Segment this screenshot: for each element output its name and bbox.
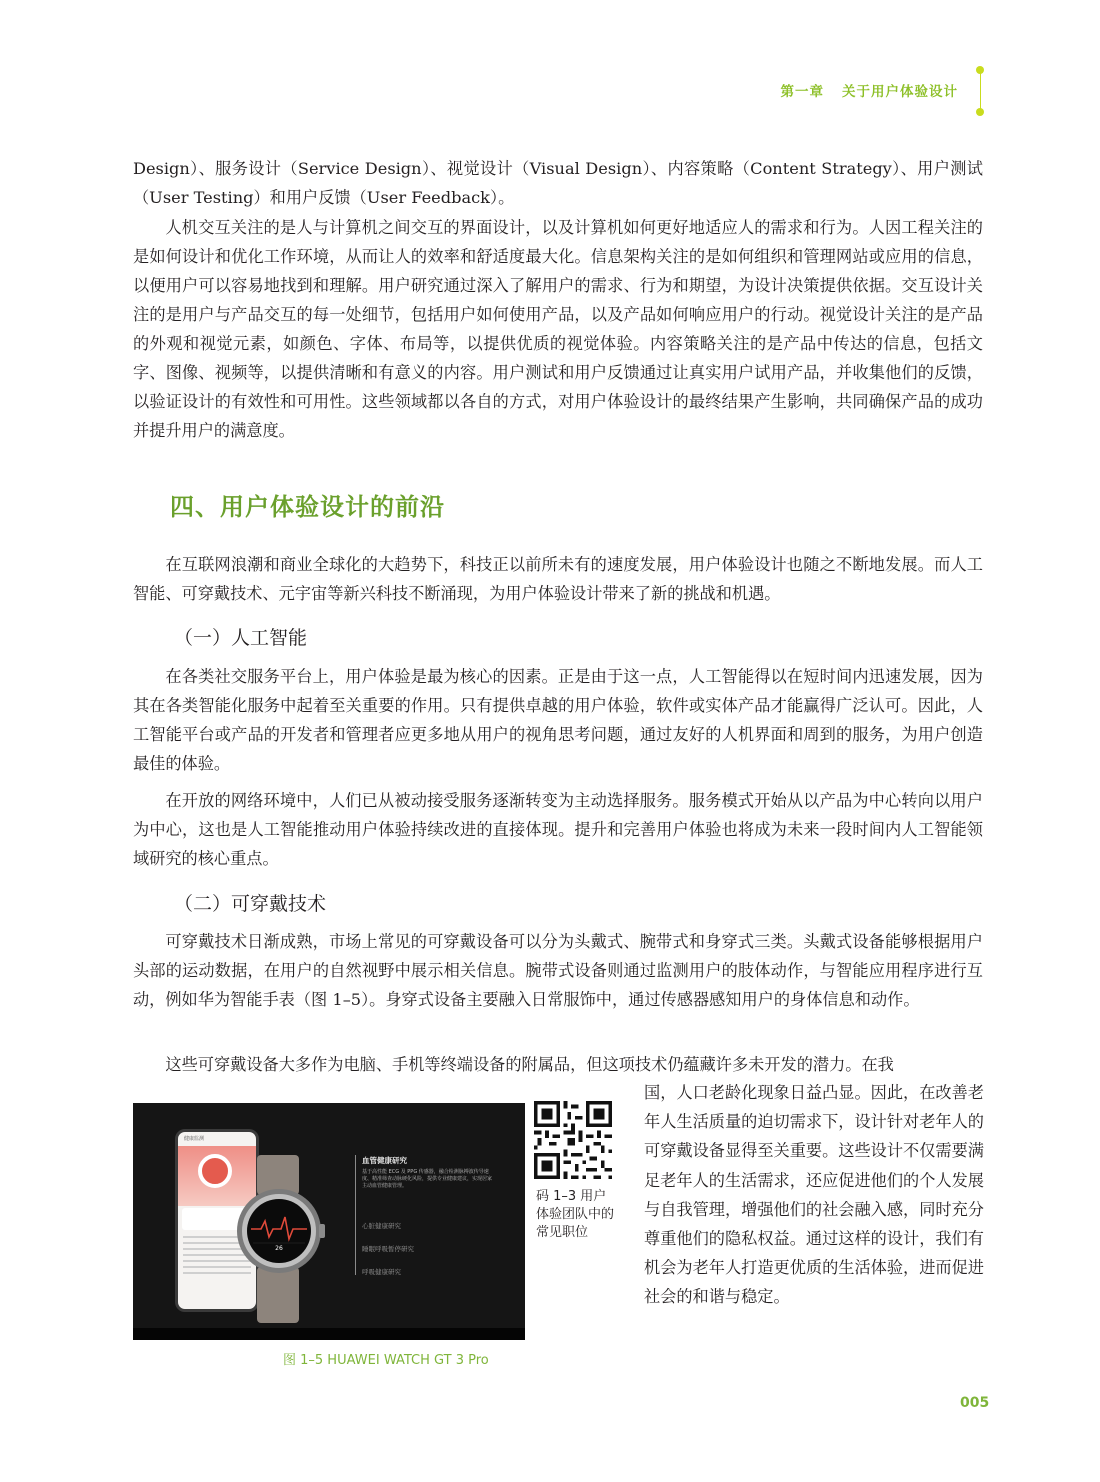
panel-item: 呼吸健康研究	[362, 1268, 401, 1276]
figure-watch-image	[133, 1103, 525, 1340]
watch-value: 26	[275, 1245, 283, 1252]
panel-item: 心脏健康研究	[362, 1222, 401, 1230]
section-heading: 四、用户体验设计的前沿	[170, 493, 445, 521]
paragraph-wearable-side: 国，人口老龄化现象日益凸显。因此，在改善老年人生活质量的迫切需求下，设计针对老年人的可穿戴设备显得至关重要。这些设计不仅需要满足老年人的生活需求，还应促进他们的个人发展与自我管理，增强他们的社会融入感，同时充分尊重他们的隐私权益。通过这样的设计，我们有机会为老年人打造更优质的生活体验，进而促进社会的和谐与稳定。	[644, 1083, 984, 1307]
paragraph-ai-2: 在开放的网络环境中，人们已从被动接受服务逐渐转变为主动选择服务。服务模式开始从以产品为中心转向以用户为中心，这也是人工智能推动用户体验持续改进的直接体现。提升和完善用户体验也将成为未来一段时间内人工智能领域研究的核心重点。	[133, 791, 983, 868]
panel-description: 基于高性能 ECG 及 PPG 传感器，融合检测脉搏波传导速度、精准筛查动脉硬化风险，提供专业健康建议，实现居家主动血管健康管理。	[362, 1169, 493, 1189]
panel-item: 睡眠呼吸暂停研究	[362, 1245, 414, 1253]
paragraph-wearable-2: 这些可穿戴设备大多作为电脑、手机等终端设备的附属品，但这项技术仍蕴藏许多未开发的潜力。在我	[165, 1055, 894, 1074]
chapter-title: 关于用户体验设计	[842, 84, 958, 100]
header-ornament	[974, 66, 986, 116]
chapter-number: 第一章	[780, 84, 824, 100]
figure-caption: 图 1–5 HUAWEI WATCH GT 3 Pro	[283, 1353, 489, 1368]
paragraph-fields-overview: 人机交互关注的是人与计算机之间交互的界面设计，以及计算机如何更好地适应人的需求和行为。人因工程关注的是如何设计和优化工作环境，从而让人的效率和舒适度最大化。信息架构关注的是如何组织和管理网站或应用的信息，以便用户可以容易地找到和理解。用户研究通过深入了解用户的需求、行为和期望，为设计决策提供依据。交互设计关注的是用户与产品交互的每一处细节，包括用户如何使用产品，以及产品如何响应用户的行动。视觉设计关注的是产品的外观和视觉元素，如颜色、字体、布局等，以提供优质的视觉体验。内容策略关注的是产品中传达的信息，包括文字、图像、视频等，以提供清晰和有意义的内容。用户测试和用户反馈通过让真实用户试用产品，并收集他们的反馈，以验证设计的有效性和可用性。这些领域都以各自的方式，对用户体验设计的最终结果产生影响，共同确保产品的成功并提升用户的满意度。	[133, 218, 983, 440]
panel-title: 血管健康研究	[362, 1156, 407, 1165]
watch-icon	[237, 1189, 321, 1273]
page-number: 005	[960, 1395, 990, 1411]
subheading-ai: （一）人工智能	[174, 627, 308, 649]
qr-caption: 码 1–3 用户体验团队中的常见职位	[536, 1189, 615, 1240]
paragraph-intro-continued: Design）、服务设计（Service Design）、视觉设计（Visual Design）、内容策略（Content Strategy）、用户测试（User Testing）和用户反馈（User Feedback）。	[133, 159, 983, 207]
figure-info-panel	[355, 1155, 495, 1276]
paragraph-frontier-intro: 在互联网浪潮和商业全球化的大趋势下，科技正以前所未有的速度发展，用户体验设计也随之不断地发展。而人工智能、可穿戴技术、元宇宙等新兴科技不断涌现，为用户体验设计带来了新的挑战和机遇。	[133, 555, 983, 603]
watch-strap-bottom	[257, 1267, 299, 1323]
qr-code-icon	[534, 1101, 612, 1179]
paragraph-wearable-1: 可穿戴技术日渐成熟，市场上常见的可穿戴设备可以分为头戴式、腕带式和身穿式三类。头戴式设备能够根据用户头部的运动数据，在用户的自然视野中展示相关信息。腕带式设备则通过监测用户的肢体动作，与智能应用程序进行互动，例如华为智能手表（图 1–5）。身穿式设备主要融入日常服饰中，通过传感器感知用户的身体信息和动作。	[133, 932, 983, 1009]
phone-header: 健康监测	[184, 1136, 205, 1142]
subheading-wearable: （二）可穿戴技术	[174, 893, 327, 915]
paragraph-ai-1: 在各类社交服务平台上，用户体验是最为核心的因素。正是由于这一点，人工智能得以在短时间内迅速发展，因为其在各类智能化服务中起着至关重要的作用。只有提供卓越的用户体验，软件或实体产品才能赢得广泛认可。因此，人工智能平台或产品的开发者和管理者应更多地从用户的视角思考问题，通过友好的人机界面和周到的服务，为用户创造最佳的体验。	[133, 667, 983, 773]
running-header	[781, 80, 959, 100]
